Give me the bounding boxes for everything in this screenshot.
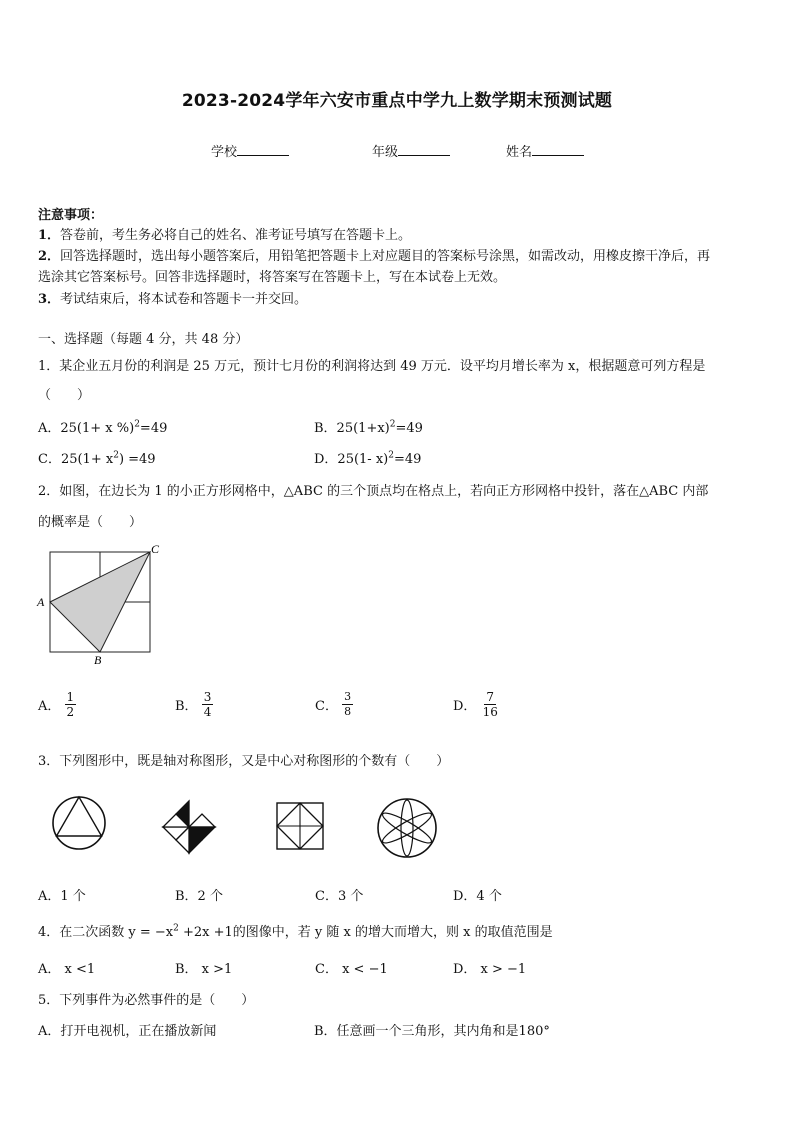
page-title: 2023-2024学年六安市重点中学九上数学期末预测试题 (181, 91, 613, 111)
vertex-label-b: B (94, 653, 102, 667)
q5-option-a[interactable]: A．打开电视机，正在播放新闻 (38, 1024, 217, 1039)
q5-option-b[interactable]: B．任意画一个三角形，其内角和是180° (314, 1024, 550, 1039)
vertex-label-a: A (37, 595, 45, 609)
q3-option-a[interactable]: A．1 个 (38, 889, 86, 904)
q3-option-b[interactable]: B．2 个 (175, 889, 223, 904)
flower-circle-figure (375, 796, 439, 860)
q4-option-b[interactable]: B． x >1 (175, 962, 233, 977)
q1-option-b[interactable]: B．$25(1+x)^2=49$ (314, 419, 423, 436)
name-label: 姓名 (506, 145, 533, 160)
q2-stem-cont: 的概率是（ ） (38, 515, 143, 530)
grade-blank (398, 143, 450, 156)
note-2: 2．回答选择题时，选出每小题答案后，用铅笔把答题卡上对应题目的答案标号涂黑，如需改动，用橡皮擦干净后，再 (38, 249, 711, 264)
q2-option-c[interactable]: C． $\frac{3}{8}$ (315, 690, 352, 718)
q3-option-d[interactable]: D．4 个 (453, 889, 502, 904)
q2-stem: 2．如图，在边长为 1 的小正方形网格中，△ABC 的三个顶点均在格点上，若向正方形网格中投针，落在△ABC 内部 (38, 484, 709, 499)
q1-option-d[interactable]: D．25(1- x)$^2$=49 (314, 450, 422, 467)
school-label: 学校 (211, 145, 238, 160)
q3-stem: 3．下列图形中，既是轴对称图形，又是中心对称图形的个数有（ ） (38, 754, 450, 769)
square-diamond-figure (274, 800, 326, 852)
pinwheel-figure (158, 796, 220, 858)
q2-option-a[interactable]: A． $\frac{1}{2}$ (38, 690, 75, 719)
q2-grid-figure (34, 542, 166, 670)
vertex-label-c: C (151, 542, 160, 556)
name-field (506, 141, 584, 160)
q1-stem: 1．某企业五月份的利润是 25 万元，预计七月份的利润将达到 49 万元．设平均月增长率为 x，根据题意可列方程是 (38, 359, 706, 374)
section-heading: 一、选择题（每题 4 分，共 48 分） (38, 332, 249, 347)
q4-option-d[interactable]: D． x > −1 (453, 962, 527, 977)
circle-triangle-figure (50, 794, 108, 852)
q4-option-a[interactable]: A． x <1 (38, 962, 96, 977)
q4-option-c[interactable]: C． x < −1 (315, 962, 388, 977)
name-blank (532, 143, 584, 156)
grade-label: 年级 (372, 145, 399, 160)
note-2-cont: 选涂其它答案标号。回答非选择题时，将答案写在答题卡上，写在本试卷上无效。 (38, 270, 507, 285)
q1-option-a[interactable]: A．25(1+ x %)$^2$=49 (38, 419, 168, 436)
school-blank (237, 143, 289, 156)
note-3: 3．考试结束后，将本试卷和答题卡一并交回。 (38, 292, 308, 307)
q5-stem: 5．下列事件为必然事件的是（ ） (38, 993, 255, 1008)
q2-option-d[interactable]: D． $\frac{7}{16}$ (453, 690, 498, 719)
q2-option-b[interactable]: B． $\frac{3}{4}$ (175, 690, 212, 719)
q3-option-c[interactable]: C．3 个 (315, 889, 364, 904)
school-field (211, 141, 289, 160)
q4-stem: 4．在二次函数 $y = -x^2 +2x +1$的图像中，若 y 随 x 的增大而增大，则 x 的取值范围是 (38, 923, 553, 940)
notes-heading: 注意事项： (38, 208, 104, 223)
q1-paren: （ ） (38, 388, 91, 403)
note-1: 1．答卷前，考生务必将自己的姓名、准考证号填写在答题卡上。 (38, 228, 412, 243)
q1-option-c[interactable]: C．$25(1+ x^2) =49$ (38, 450, 156, 467)
grade-field (372, 141, 450, 160)
